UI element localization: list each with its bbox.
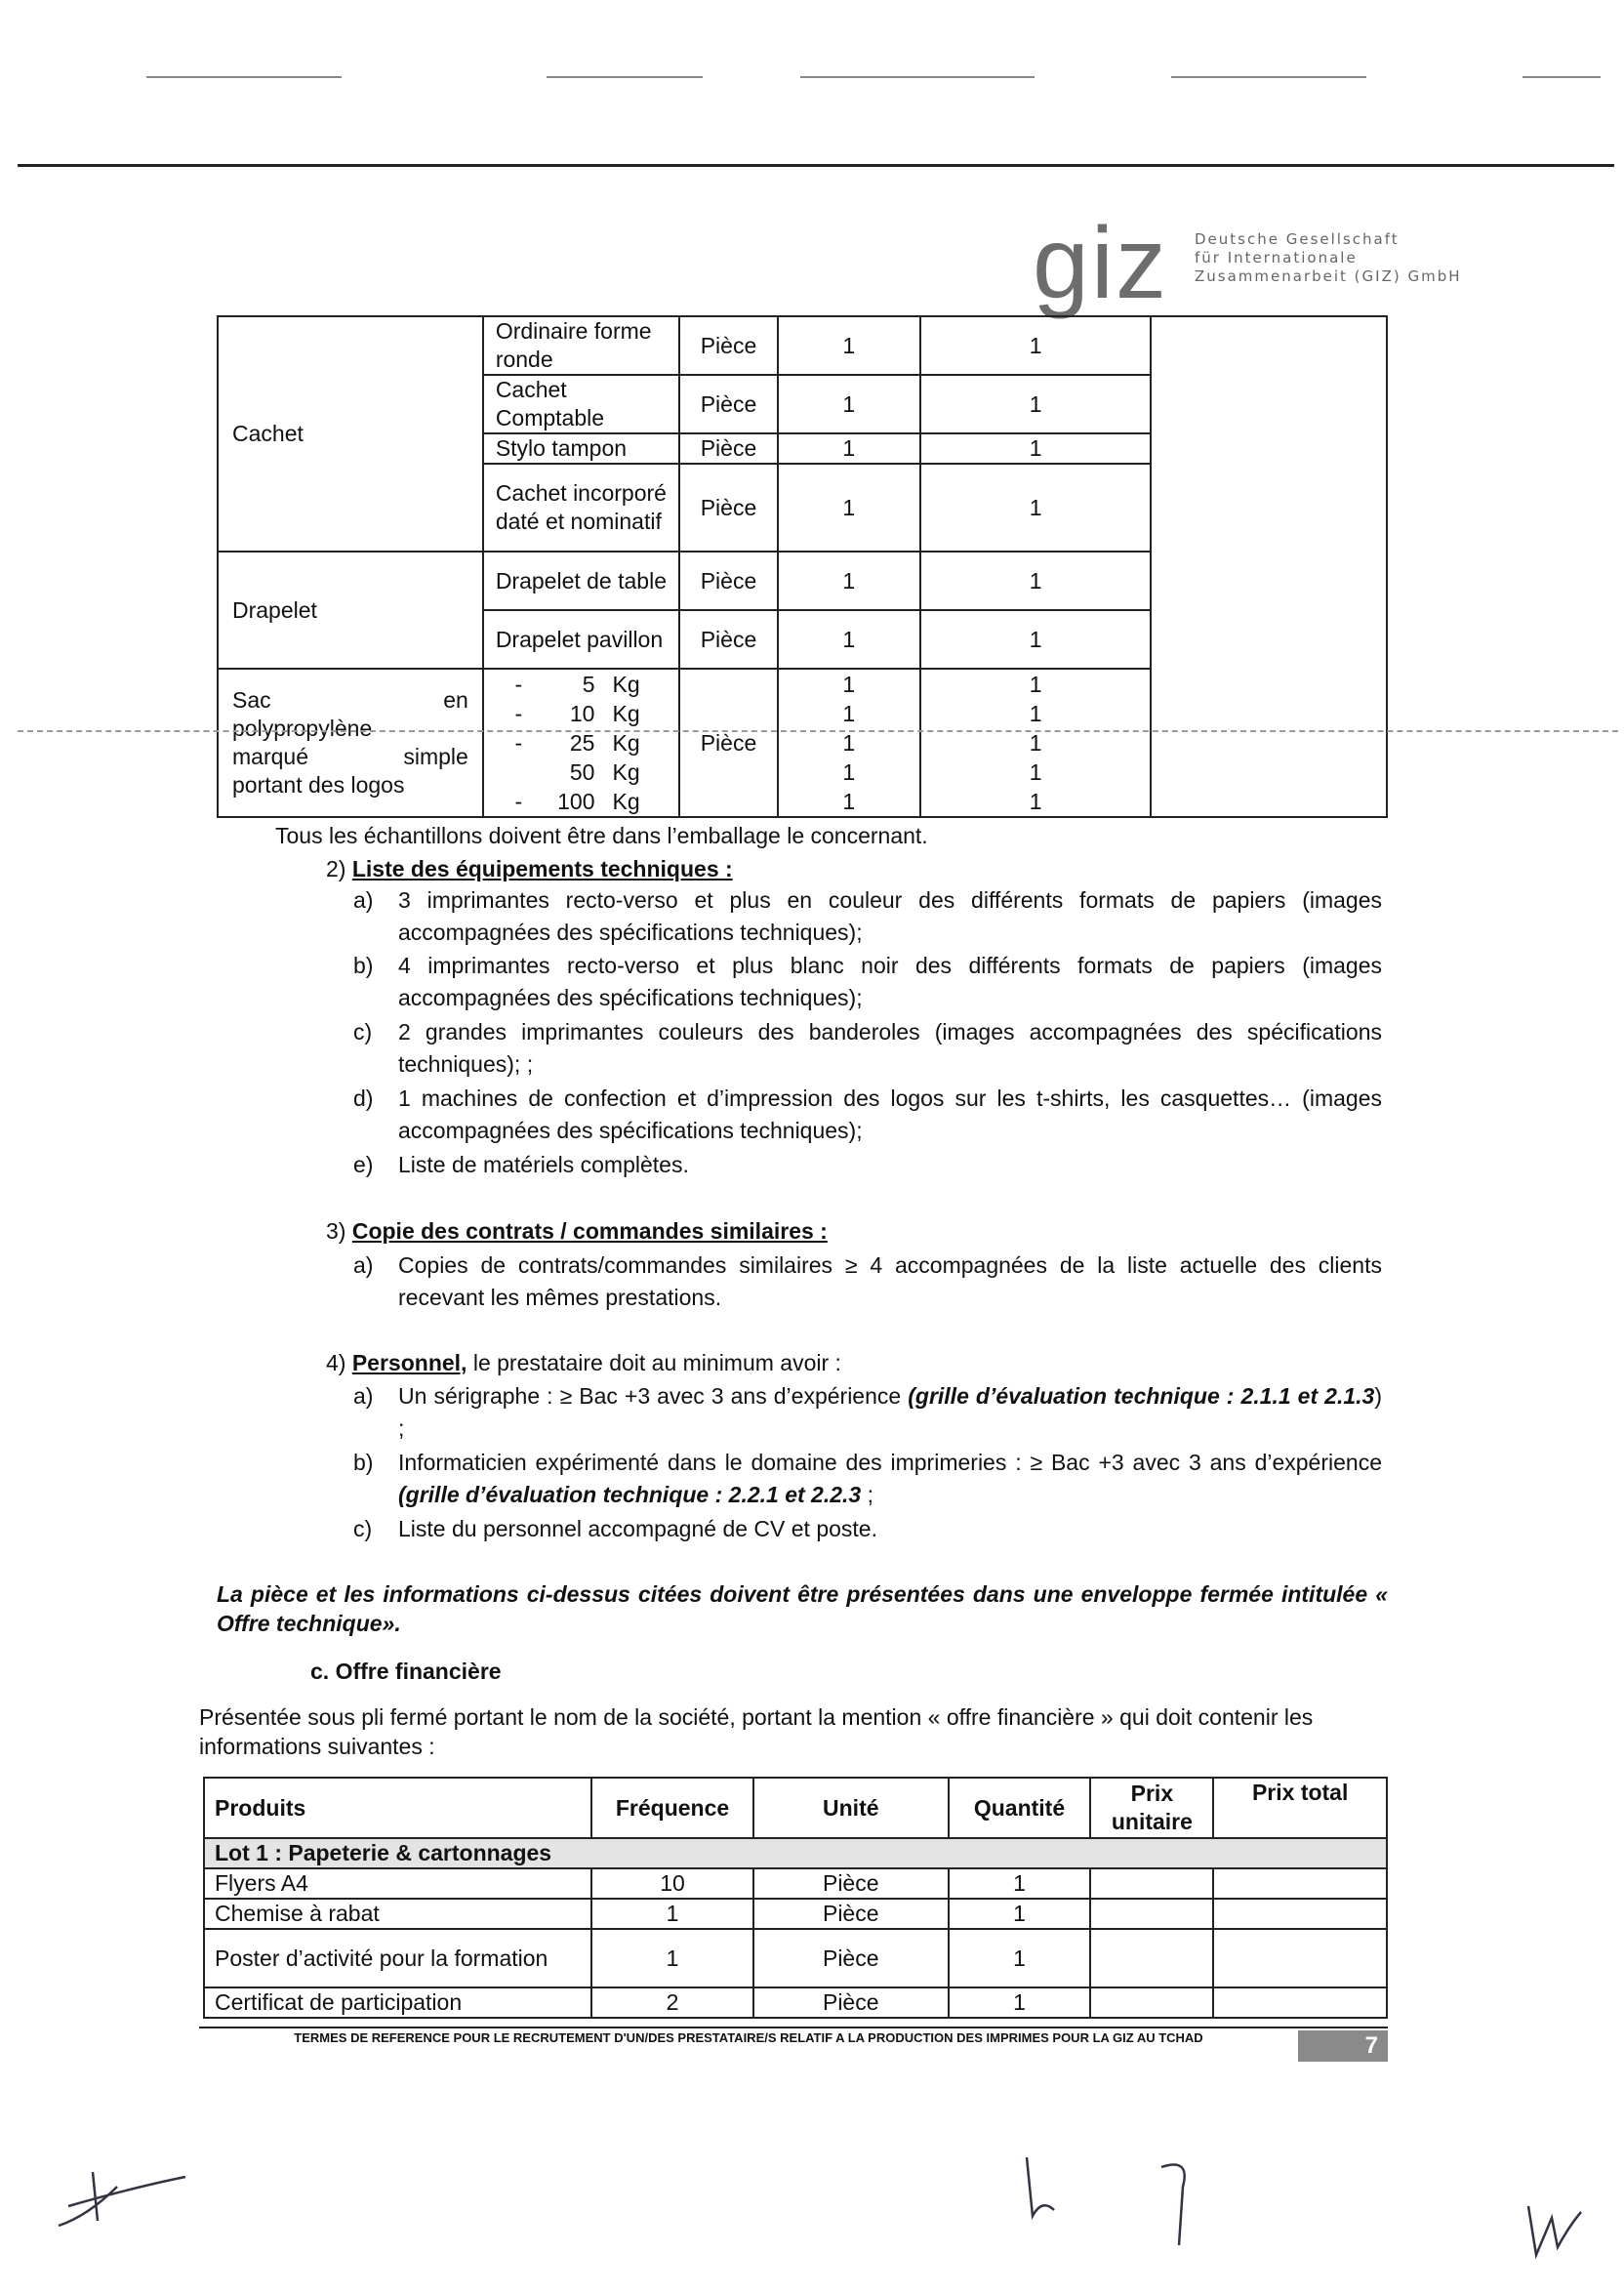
financial-offer-intro: Présentée sous pli fermé portant le nom de la société, portant la mention « offre financière » qui doit contenir les informations suivantes :	[199, 1704, 1314, 1759]
footer-rule	[199, 2027, 1388, 2028]
page-number: 7	[1298, 2030, 1388, 2062]
giz-logo-text: Deutsche Gesellschaft für Internationale Zusammenarbeit (GIZ) GmbH	[1195, 230, 1462, 285]
table-row: Cachet Comptable Pièce 1 1	[218, 375, 1387, 433]
header-rule	[18, 164, 1614, 167]
scan-artifact	[146, 76, 342, 78]
section-2-heading: 2) Liste des équipements techniques :	[326, 856, 733, 881]
empty-cell	[1151, 316, 1387, 817]
table-row: Poster d’activité pour la formation 1 Pièce 1	[204, 1929, 1387, 1987]
handwritten-initials	[0, 2128, 1624, 2294]
scan-artifact	[1522, 76, 1601, 78]
lot-row: Lot 1 : Papeterie & cartonnages	[204, 1838, 1387, 1868]
financial-offer-heading: c. Offre financière	[310, 1659, 502, 1684]
section-4-heading: 4) Personnel, le prestataire doit au minimum avoir :	[326, 1350, 841, 1375]
table-row: Certificat de participation 2 Pièce 1	[204, 1987, 1387, 2018]
bag-sizes: - 5 Kg - 10 Kg - 25 Kg 50 Kg - 100 Kg	[483, 669, 679, 817]
footer-text: TERMES DE REFERENCE POUR LE RECRUTEMENT D'UN/DES PRESTATAIRE/S RELATIF A LA PRODUCTION DES IMPRIMES POUR LA GIZ AU TCHAD	[294, 2030, 1203, 2045]
price-table	[203, 1777, 1388, 2019]
samples-table	[217, 315, 1388, 818]
offer-notice: La pièce et les informations ci-dessus citées doivent être présentées dans une enveloppe fermée intitulée « Offre technique».	[217, 1581, 1388, 1636]
giz-logo-mark: giz	[1033, 207, 1168, 320]
scan-artifact	[800, 76, 1035, 78]
scan-artifact	[1171, 76, 1366, 78]
giz-logo	[1033, 207, 1462, 320]
scan-artifact-line	[18, 730, 1618, 732]
table-row: Flyers A4 10 Pièce 1	[204, 1868, 1387, 1899]
table-row: Cachet Ordinaire forme ronde Pièce 1 1	[218, 316, 1387, 375]
table-row: Sac en polypropylène marqué simple portant des logos - 5 Kg - 10 Kg - 25 Kg 50 Kg - 100 Kg Pièce 1 1 1 1 1 1 1 1 1 1	[218, 669, 1387, 817]
category-cell: Drapelet	[218, 552, 483, 669]
table-row: Stylo tampon Pièce 1 1	[218, 433, 1387, 464]
category-cell: Sac en polypropylène marqué simple portant des logos	[218, 669, 483, 817]
table-row: Chemise à rabat 1 Pièce 1	[204, 1899, 1387, 1929]
samples-note: Tous les échantillons doivent être dans l’emballage le concernant.	[275, 823, 928, 848]
table-row: Cachet incorporé daté et nominatif Pièce 1 1	[218, 464, 1387, 552]
section-3-heading: 3) Copie des contrats / commandes similaires :	[326, 1218, 828, 1244]
table-row: Drapelet pavillon Pièce 1 1	[218, 610, 1387, 669]
table-header-row: Produits Fréquence Unité Quantité Prix unitaire Prix total	[204, 1778, 1387, 1838]
scan-artifact	[547, 76, 703, 78]
table-row: Drapelet Drapelet de table Pièce 1 1	[218, 552, 1387, 610]
category-cell: Cachet	[218, 316, 483, 552]
